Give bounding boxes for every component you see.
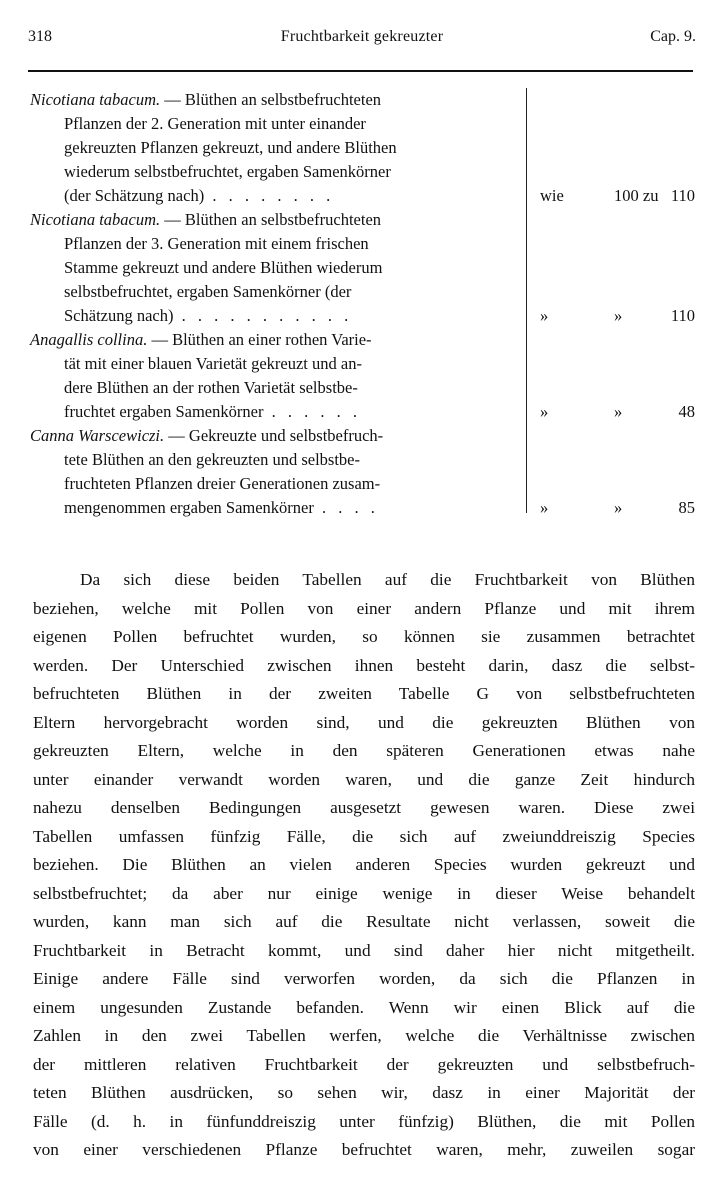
text-line: Zahlen in den zwei Tabellen werfen, welche die Verhältnisse zwischen: [33, 1026, 695, 1045]
body-paragraph: [33, 566, 695, 1165]
text-line: Fruchtbarkeit in Betracht kommt, und sind daher hier nicht mitgetheilt.: [33, 940, 695, 960]
description-line: [30, 424, 512, 448]
page-header: [28, 28, 696, 50]
description-line: [30, 352, 512, 376]
line-text: — Blüthen an selbstbefruchteten: [160, 210, 382, 229]
description-line: [30, 376, 512, 400]
text-line: Eltern hervorgebracht worden sind, und die gekreuzten Blüthen von: [33, 712, 695, 732]
text-line: eigenen Pollen befruchtet wurden, so können sie zusammen betrachtet: [33, 627, 695, 646]
text-line: Tabellen umfassen fünfzig Fälle, die sich auf zweiunddreiszig Species: [33, 826, 695, 846]
line-text: Stamme gekreuzt und andere Blüthen wiederum: [64, 258, 383, 277]
description-line: [30, 280, 512, 304]
line-text: gekreuzten Pflanzen gekreuzt, und andere Blüthen: [64, 138, 397, 157]
ratio-prefix: »: [540, 306, 549, 325]
text-line: beziehen. Die Blüthen an vielen anderen Species wurden gekreuzt und: [33, 855, 695, 874]
chapter-label: Cap. 9.: [650, 28, 696, 45]
description-line: [30, 88, 512, 112]
description-line: [30, 448, 512, 472]
ratio-value: 110: [670, 186, 695, 205]
text-line: Einige andere Fälle sind verworfen worden, da sich die Pflanzen in: [33, 969, 695, 988]
description-line: [30, 328, 512, 352]
description-line: [30, 400, 512, 424]
description-line: [30, 208, 512, 232]
text-line: einem ungesunden Zustande befanden. Wenn wir einen Blick auf die: [33, 997, 695, 1017]
description-line: [30, 304, 512, 328]
text-line: nahezu denselben Bedingungen ausgesetzt gewesen waren. Diese zwei: [33, 798, 695, 817]
line-text: fruchtet ergaben Samenkörner: [64, 402, 264, 421]
description-line: [30, 256, 512, 280]
page-number: 318: [28, 28, 52, 45]
column-divider: [526, 88, 527, 513]
ratio-middle: »: [614, 306, 623, 325]
line-text: Schätzung nach): [64, 306, 174, 325]
leader-dots: . . . .: [313, 498, 379, 517]
leader-dots: . . . . . . . . . . .: [173, 306, 353, 325]
line-text: wiederum selbstbefruchtet, ergaben Samenkörner: [64, 162, 391, 181]
ratio-middle: 100 zu: [614, 186, 659, 205]
ratio-value: 85: [678, 498, 695, 517]
ratio-prefix: »: [540, 498, 549, 517]
text-line: unter einander verwandt worden waren, und die ganze Zeit hindurch: [33, 769, 695, 789]
text-line: der mittleren relativen Fruchtbarkeit der gekreuzten und selbstbefruch-: [33, 1054, 695, 1074]
fertility-table: [30, 88, 695, 516]
ratio-value: 48: [678, 402, 695, 421]
ratio-prefix: »: [540, 402, 549, 421]
row-description: [30, 208, 512, 328]
text-line: von einer verschiedenen Pflanze befruchtet waren, mehr, zuweilen sogar: [33, 1140, 695, 1159]
line-text: dere Blüthen an der rothen Varietät selbstbe-: [64, 378, 358, 397]
description-line: [30, 136, 512, 160]
description-line: [30, 472, 512, 496]
line-text: Pflanzen der 3. Generation mit einem frischen: [64, 234, 369, 253]
text-line: Da sich diese beiden Tabellen auf die Fruchtbarkeit von Blüthen: [80, 570, 695, 589]
text-line: selbstbefruchtet; da aber nur einige wenige in dieser Weise behandelt: [33, 883, 695, 903]
row-description: [30, 328, 512, 424]
ratio-middle: »: [614, 402, 623, 421]
description-line: [30, 112, 512, 136]
line-text: — Blüthen an selbstbefruchteten: [160, 90, 382, 109]
line-text: tät mit einer blauen Varietät gekreuzt und an-: [64, 354, 362, 373]
description-line: [30, 232, 512, 256]
species-name: Nicotiana tabacum.: [30, 210, 161, 229]
header-rule: [28, 70, 693, 72]
text-line: befruchteten Blüthen in der zweiten Tabelle G von selbstbefruchteten: [33, 684, 695, 703]
leader-dots: . . . . . .: [263, 402, 361, 421]
line-text: mengenommen ergaben Samenkörner: [64, 498, 314, 517]
line-text: — Gekreuzte und selbstbefruch-: [164, 426, 384, 445]
line-text: tete Blüthen an den gekreuzten und selbstbe-: [64, 450, 360, 469]
text-line: Fälle (d. h. in fünfunddreiszig unter fünfzig) Blüthen, die mit Pollen: [33, 1111, 695, 1131]
leader-dots: . . . . . . . .: [204, 186, 335, 205]
description-line: [30, 184, 512, 208]
line-text: Pflanzen der 2. Generation mit unter einander: [64, 114, 366, 133]
ratio-prefix: wie: [540, 186, 564, 205]
ratio-value: 110: [670, 306, 695, 325]
species-name: Nicotiana tabacum.: [30, 90, 161, 109]
line-text: selbstbefruchtet, ergaben Samenkörner (der: [64, 282, 352, 301]
text-line: teten Blüthen ausdrücken, so sehen wir, dasz in einer Majorität der: [33, 1083, 695, 1102]
running-title: Fruchtbarkeit gekreuzter: [280, 28, 444, 45]
description-line: [30, 160, 512, 184]
row-description: [30, 424, 512, 520]
text-line: gekreuzten Eltern, welche in den späteren Generationen etwas nahe: [33, 741, 695, 760]
line-text: fruchteten Pflanzen dreier Generationen zusam-: [64, 474, 381, 493]
ratio-middle: »: [614, 498, 623, 517]
species-name: Anagallis collina.: [30, 330, 148, 349]
line-text: — Blüthen an einer rothen Varie-: [147, 330, 372, 349]
text-line: wurden, kann man sich auf die Resultate nicht verlassen, soweit die: [33, 912, 695, 931]
text-line: werden. Der Unterschied zwischen ihnen besteht darin, dasz die selbst-: [33, 655, 695, 675]
text-line: beziehen, welche mit Pollen von einer andern Pflanze und mit ihrem: [33, 598, 695, 618]
row-description: [30, 88, 512, 208]
species-name: Canna Warscewiczi.: [30, 426, 165, 445]
description-line: [30, 496, 512, 520]
line-text: (der Schätzung nach): [64, 186, 205, 205]
